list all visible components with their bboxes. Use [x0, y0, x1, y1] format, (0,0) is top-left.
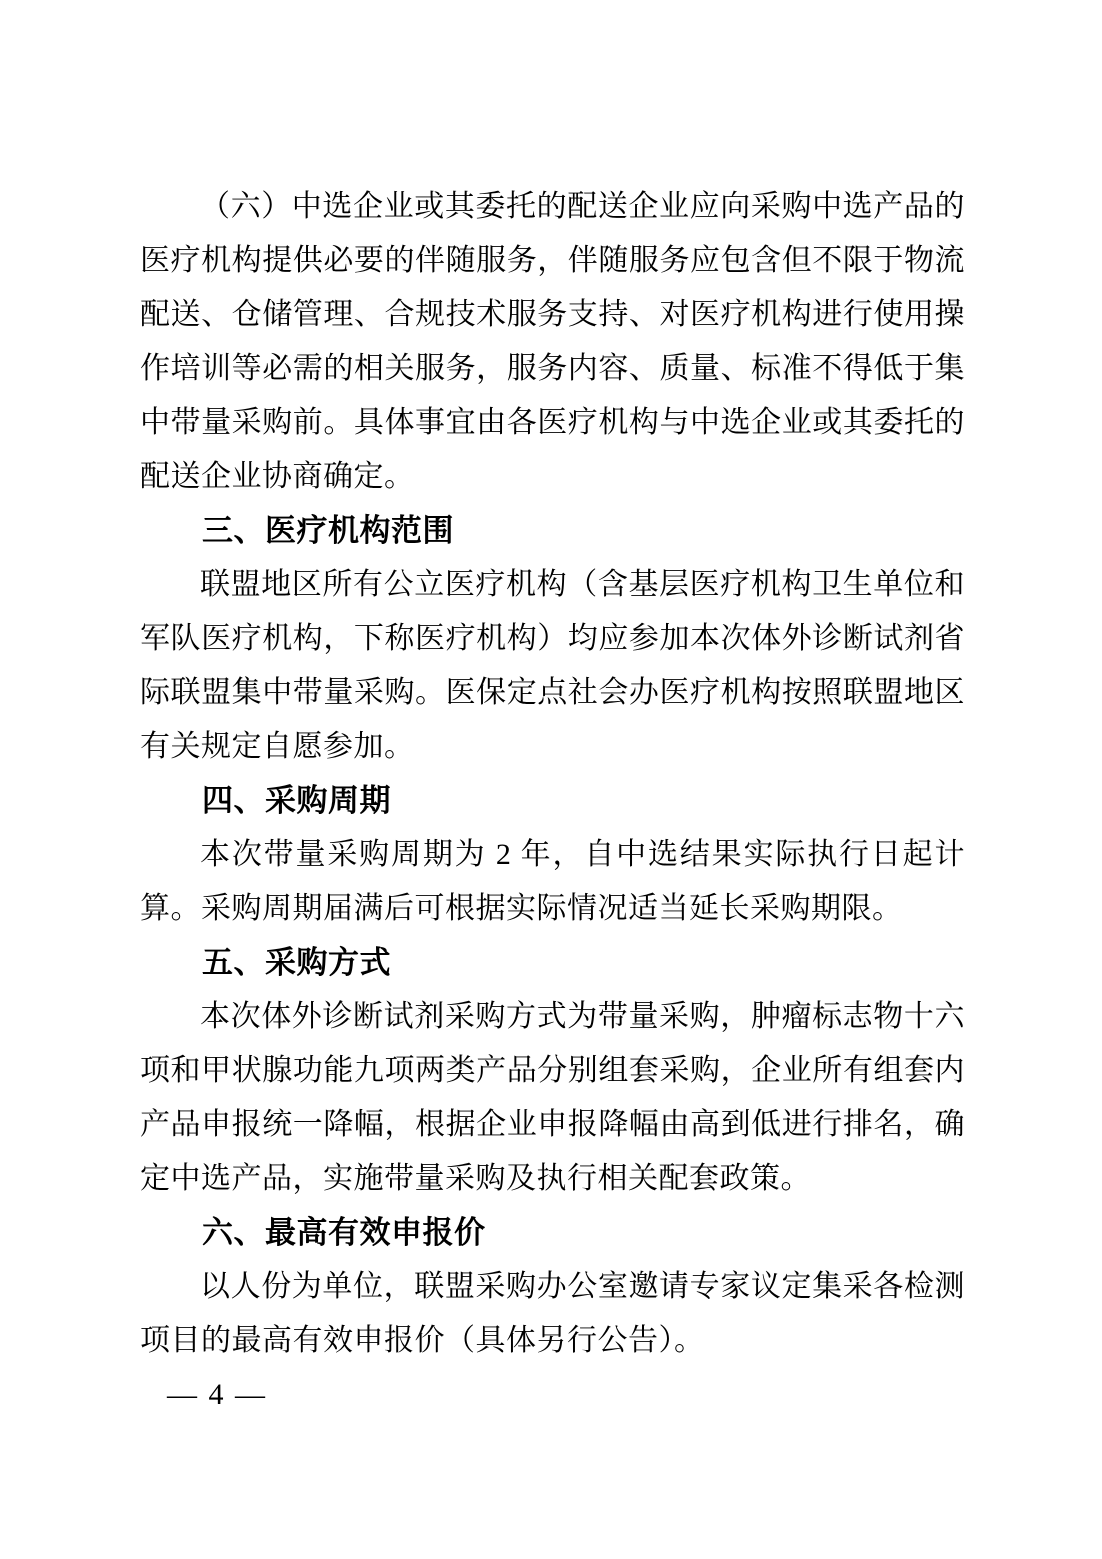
- section-heading-procurement-method: 五、采购方式: [202, 945, 391, 980]
- paragraph-medical-institution-scope: 联盟地区所有公立医疗机构（含基层医疗机构卫生单位和军队医疗机构，下称医疗机构）均应参加本次体外诊断试剂省际联盟集中带量采购。医保定点社会办医疗机构按照联盟地区有关规定自愿参加。: [140, 568, 965, 763]
- paragraph-item-6-delivery-service: （六）中选企业或其委托的配送企业应向采购中选产品的医疗机构提供必要的伴随服务，伴随服务应包含但不限于物流配送、仓储管理、合规技术服务支持、对医疗机构进行使用操作培训等必需的相关服务，服务内容、质量、标准不得低于集中带量采购前。具体事宜由各医疗机构与中选企业或其委托的配送企业协商确定。: [140, 190, 965, 493]
- section-heading-procurement-period: 四、采购周期: [202, 783, 391, 818]
- section-heading-max-valid-bid-price: 六、最高有效申报价: [202, 1215, 486, 1250]
- paragraph-procurement-method: 本次体外诊断试剂采购方式为带量采购，肿瘤标志物十六项和甲状腺功能九项两类产品分别组套采购，企业所有组套内产品申报统一降幅，根据企业申报降幅由高到低进行排名，确定中选产品，实施带量采购及执行相关配套政策。: [140, 1000, 965, 1195]
- page-number: — 4 —: [167, 1378, 267, 1411]
- section-heading-medical-institution-scope: 三、医疗机构范围: [202, 513, 454, 548]
- paragraph-procurement-period: 本次带量采购周期为 2 年，自中选结果实际执行日起计算。采购周期届满后可根据实际情况适当延长采购期限。: [140, 838, 965, 925]
- paragraph-max-valid-bid-price: 以人份为单位，联盟采购办公室邀请专家议定集采各检测项目的最高有效申报价（具体另行公告）。: [140, 1270, 965, 1357]
- document-body: [140, 180, 965, 1368]
